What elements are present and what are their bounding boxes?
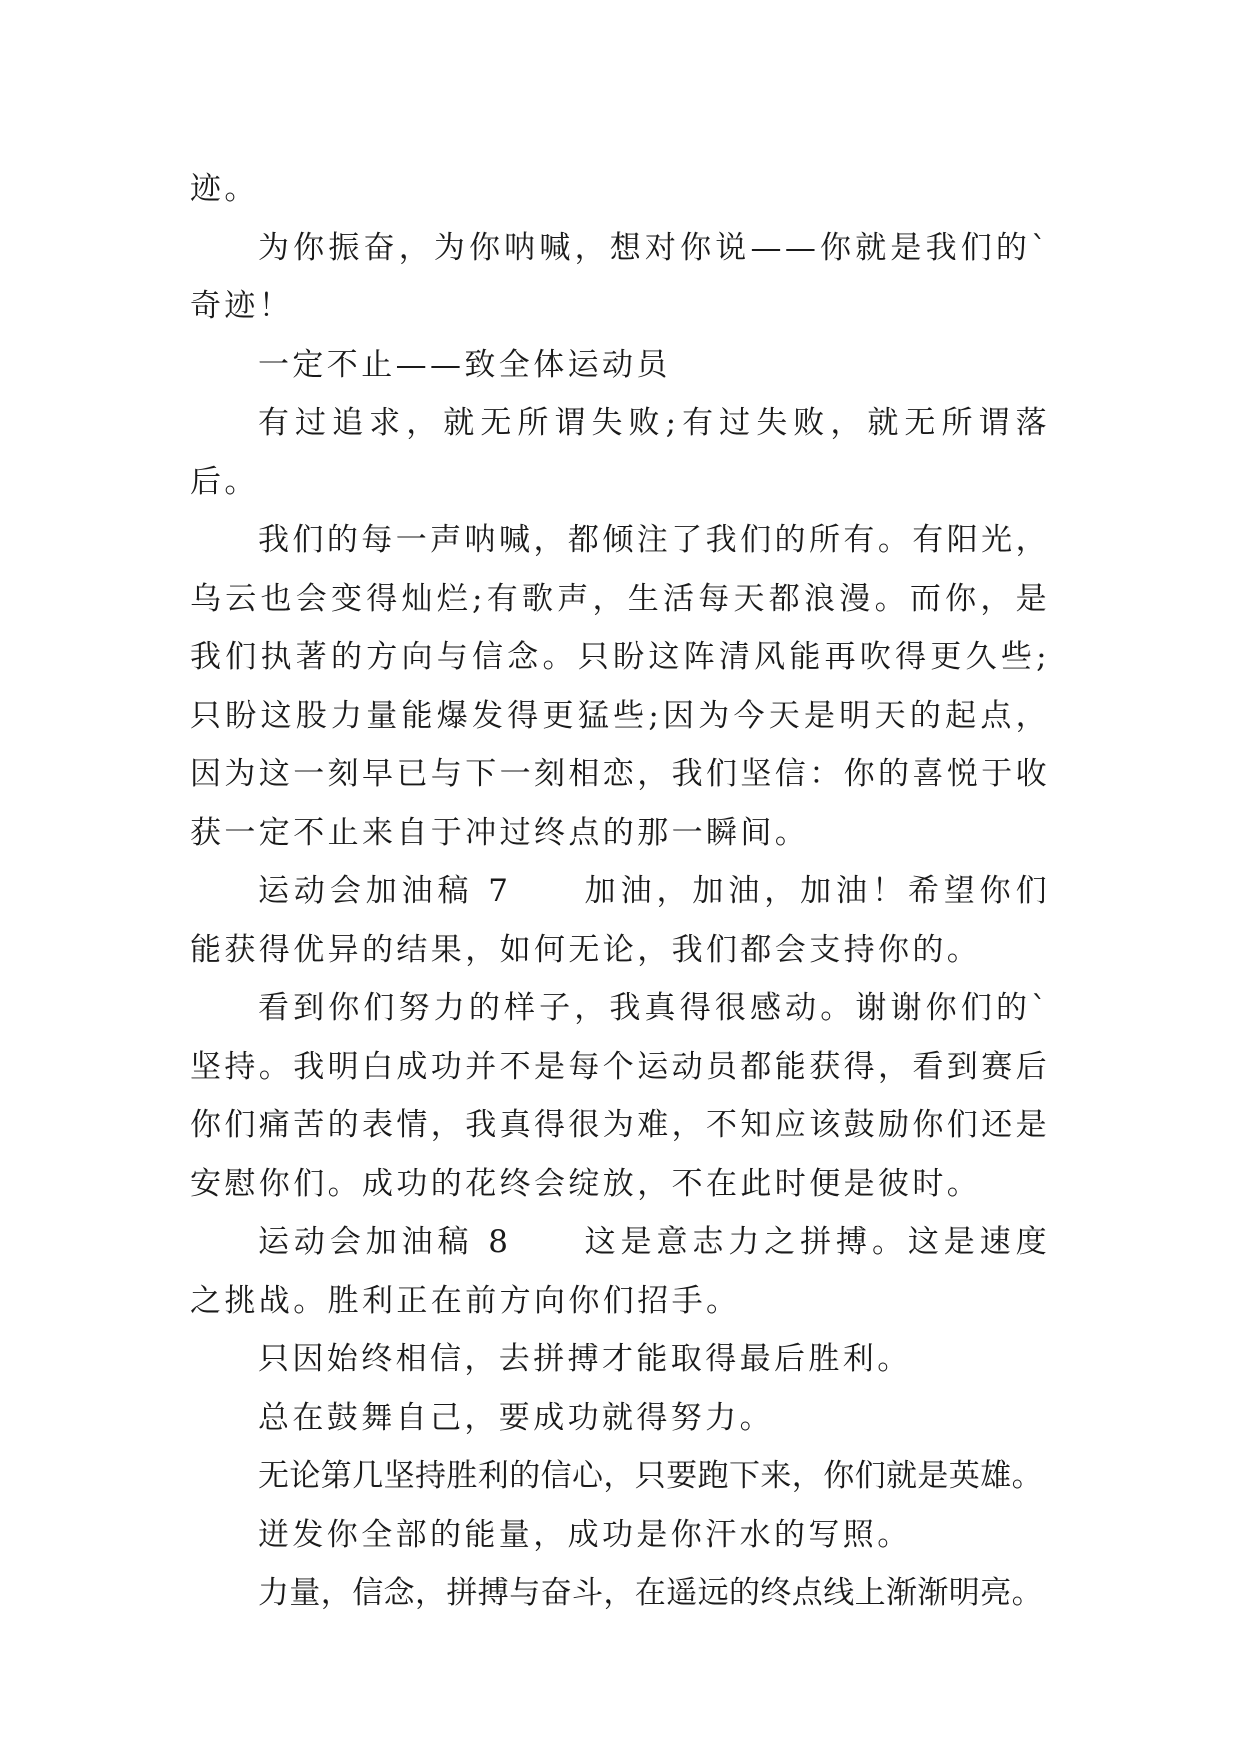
paragraph: 总在鼓舞自己，要成功就得努力。 bbox=[258, 1399, 774, 1436]
paragraph-continuation: 迹。 bbox=[190, 171, 259, 207]
paragraph: 运动会加油稿 8 这是意志力之拼搏。这是速度之挑战。胜利正在前方向你们招手。 bbox=[190, 1224, 1050, 1319]
paragraph: 我们的每一声呐喊，都倾注了我们的所有。有阳光，乌云也会变得灿烂;有歌声，生活每天都浪漫。而你，是我们执著的方向与信念。只盼这阵清风能再吹得更久些;只盼这股力量能爆发得更猛些;因为今天是明天的起点，因为这一刻早已与下一刻相恋，我们坚信：你的喜悦于收获一定不止来自于冲过终点的那一瞬间。 bbox=[190, 522, 1050, 851]
paragraph: 迸发你全部的能量，成功是你汗水的写照。 bbox=[258, 1516, 912, 1553]
paragraph: 为你振奋，为你呐喊，想对你说——你就是我们的`奇迹！ bbox=[190, 229, 1050, 324]
paragraph: 看到你们努力的样子，我真得很感动。谢谢你们的`坚持。我明白成功并不是每个运动员都能获得，看到赛后你们痛苦的表情，我真得很为难，不知应该鼓励你们还是安慰你们。成功的花终会绽放，不在此时便是彼时。 bbox=[190, 990, 1050, 1202]
paragraph: 运动会加油稿 7 加油，加油，加油！希望你们能获得优异的结果，如何无论，我们都会支持你的。 bbox=[190, 873, 1050, 968]
document-body bbox=[190, 160, 1050, 1623]
paragraph: 力量，信念，拼搏与奋斗，在遥远的终点线上渐渐明亮。 bbox=[258, 1575, 1043, 1611]
paragraph: 无论第几坚持胜利的信心，只要跑下来，你们就是英雄。 bbox=[258, 1458, 1043, 1494]
paragraph: 有过追求，就无所谓失败;有过失败，就无所谓落后。 bbox=[190, 405, 1050, 500]
section-heading: 一定不止——致全体运动员 bbox=[258, 346, 671, 383]
paragraph: 只因始终相信，去拼搏才能取得最后胜利。 bbox=[258, 1341, 912, 1377]
